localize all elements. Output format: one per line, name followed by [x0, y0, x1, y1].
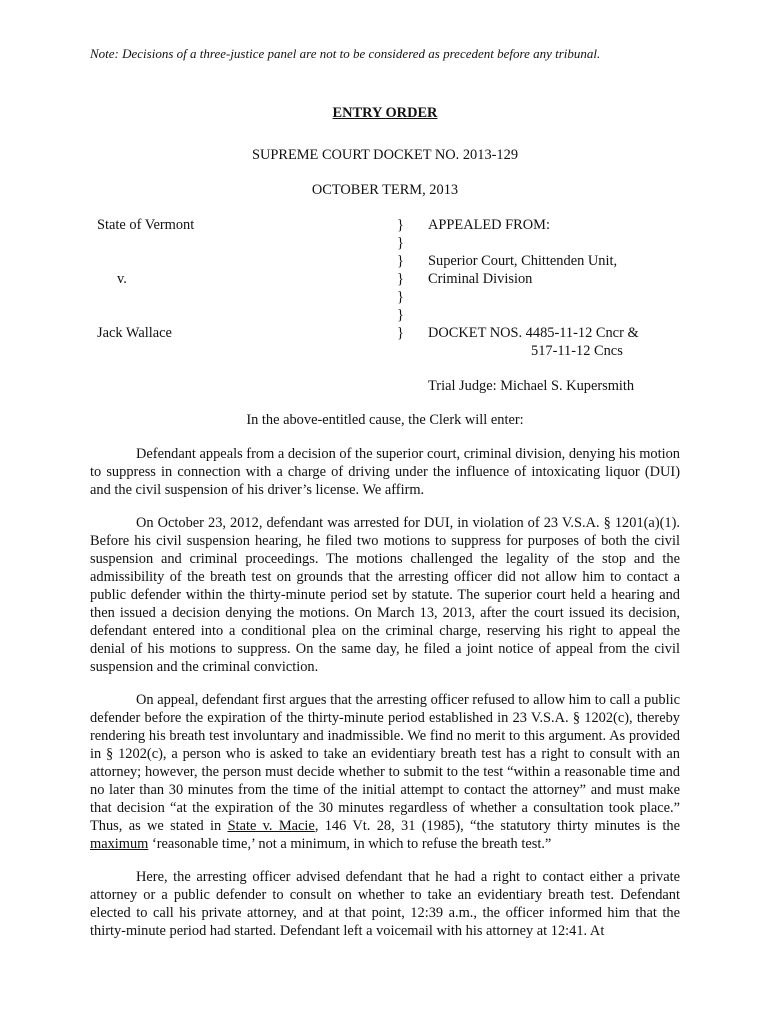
paragraph-3-text-a: On appeal, defendant first argues that the arresting officer refused to allow him to call a public defender before the expiration of the thirty-minute period established in 23 V.S.A. § 1202(c), thereby rendering his breath test involuntary and inadmissible. We find no merit to this argument. As provided in § 1202(c), a person who is asked to take an evidentiary breath test has a right to consult with an attorney; however, the person must decide whether to submit to the test “within a reasonable time and no later than 30 minutes from the time of the initial attempt to contact the attorney” and must make that decision “at the expiration of the 30 minutes regardless of whether a consultation took place.” Thus, as we stated in: [90, 692, 680, 834]
brace-4: }: [397, 271, 404, 287]
party-appellant: Jack Wallace: [97, 325, 172, 341]
order-body: [90, 445, 680, 955]
caption-braces: [397, 216, 404, 342]
case-caption: [0, 216, 770, 396]
precedent-note: Note: Decisions of a three-justice panel are not to be considered as precedent before any tribunal.: [90, 46, 601, 61]
trial-judge: Trial Judge: Michael S. Kupersmith: [428, 378, 635, 394]
paragraph-3-text-c: ‘reasonable time,’ not a minimum, in which to refuse the breath test.”: [148, 836, 552, 852]
brace-6: }: [397, 307, 404, 323]
brace-7: }: [397, 325, 404, 341]
trial-docket-line-2: 517-11-12 Cncs: [531, 343, 623, 359]
brace-5: }: [397, 289, 404, 305]
appealed-from-label: APPEALED FROM:: [428, 217, 550, 233]
document-title: ENTRY ORDER: [332, 105, 438, 121]
emphasized-word: maximum: [90, 836, 149, 852]
brace-1: }: [397, 217, 404, 233]
paragraph-3: [90, 691, 680, 853]
versus-label: v.: [117, 271, 127, 287]
brace-2: }: [397, 235, 404, 251]
lower-court-line-2: Criminal Division: [428, 271, 533, 287]
party-appellee: State of Vermont: [97, 217, 195, 233]
supreme-court-docket: SUPREME COURT DOCKET NO. 2013-129: [251, 147, 519, 163]
lower-court-line-1: Superior Court, Chittenden Unit,: [428, 253, 618, 269]
case-citation: State v. Macie: [227, 818, 315, 834]
trial-docket-line-1: DOCKET NOS. 4485-11-12 Cncr &: [428, 325, 639, 341]
paragraph-1: Defendant appeals from a decision of the superior court, criminal division, denying his motion to suppress in connection with a charge of driving under the influence of intoxicating liquor (DUI) and the civil suspension of his driver’s license. We affirm.: [90, 446, 680, 498]
paragraph-4: Here, the arresting officer advised defendant that he had a right to contact either a private attorney or a public defender to consult on whether to take an evidentiary breath test. Defendant elected to call his private attorney, and at that point, 12:39 a.m., the officer informed him that the thirty-minute period had started. Defendant left a voicemail with his attorney at 12:41. At: [90, 869, 680, 939]
court-term: OCTOBER TERM, 2013: [311, 182, 459, 198]
brace-3: }: [397, 253, 404, 269]
paragraph-2: On October 23, 2012, defendant was arrested for DUI, in violation of 23 V.S.A. § 1201(a)(1). Before his civil suspension hearing, he filed two motions to suppress for purposes of both the civil suspension and criminal proceedings. The motions challenged the legality of the stop and the admissibility of the breath test on grounds that the arresting officer did not allow him to contact a public defender within the thirty-minute period set by statute. The superior court held a hearing and then issued a decision denying the motions. On March 13, 2013, after the court issued its decision, defendant entered into a conditional plea on the criminal charge, reserving his right to appeal the denial of his motions to suppress. On the same day, he filed a joint notice of appeal from the civil suspension and the criminal conviction.: [90, 515, 680, 675]
paragraph-3-text-b: , 146 Vt. 28, 31 (1985), “the statutory thirty minutes is the: [314, 818, 680, 834]
clerk-entry-line: In the above-entitled cause, the Clerk will enter:: [246, 412, 524, 428]
